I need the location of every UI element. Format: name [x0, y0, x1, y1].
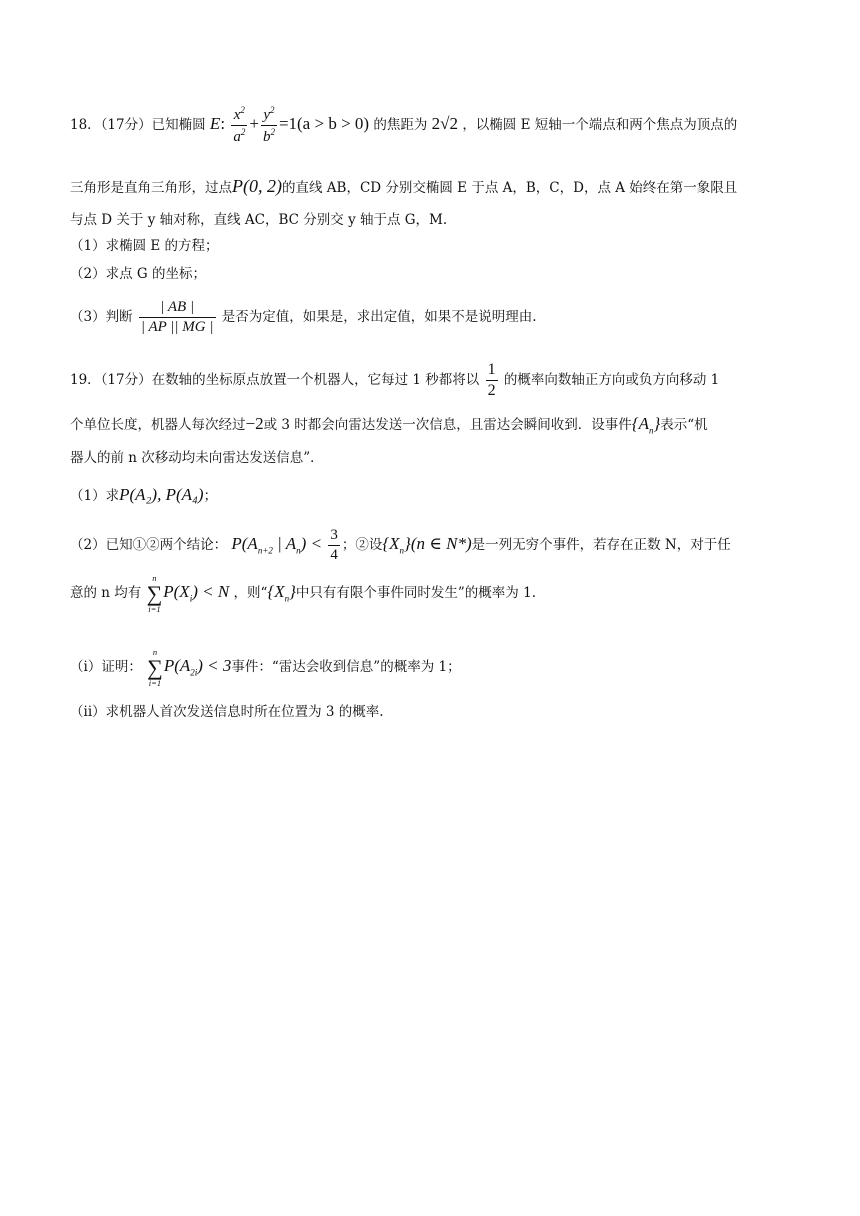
q19-proof-text-a: （i）证明：: [70, 659, 142, 675]
value-neg2: −2: [245, 414, 264, 433]
fraction-y2-b2: $\frac{y^2}{b^2}$: [262, 105, 275, 145]
q19-part1-text-b: ；: [203, 488, 218, 504]
q19-number: 19．: [70, 372, 101, 388]
q19-line1-text-a: 在数轴的坐标原点放置一个机器人，它每过 1 秒都将以: [151, 372, 480, 388]
ellipse-name: E: [209, 114, 221, 133]
q18-line-1: 18．（17分）已知椭圆 E: $\frac{x^2}{a^2}$ + $\frac{y^2}{b^2}$ =1(a > b > 0) 的焦距为 2√2 ，以椭圆 E 短轴一个端点和两个焦点为顶点的: [70, 105, 738, 145]
q19-proof-text-b: 事件：“雷达会收到信息”的概率为 1；: [231, 659, 461, 675]
conditional-prob: $P(A_{n+2}$ | $A_n$) <: [231, 534, 323, 556]
summation-a2i: n ∑ i=1: [147, 647, 163, 688]
q18-line2-text-a: 三角形是直角三角形，过点: [70, 180, 232, 196]
q19-part-1: [70, 486, 217, 504]
q18-line1-text-b: 的焦距为: [373, 117, 428, 133]
q18-part-3: [70, 300, 537, 335]
fraction-one-half: $\frac{1}{2}$: [487, 361, 496, 399]
fraction-x2-a2: $\frac{x^2}{a^2}$: [233, 105, 246, 145]
q19-line-2: [70, 415, 708, 435]
q18-number: 18．: [70, 117, 101, 133]
point-p: P(0, 2): [232, 176, 282, 196]
q19-line5-text-c: 中只有有限个事件同时发生”的概率为 1.: [295, 585, 536, 601]
q19-part2-text-c: 是一列无穷个事件，若存在正数 N，对于任: [471, 537, 731, 553]
q19-line2-text-c: 表示“机: [660, 417, 708, 433]
q18-line1-text-a: 已知椭圆: [151, 117, 206, 133]
summation-xi: n ∑ i=1: [146, 573, 163, 614]
q19-line2-text-b: 或 3 时都会向雷达发送一次信息，且雷达会瞬间收到．设事件: [263, 417, 632, 433]
xn-set-2: $\{X_n\}$: [267, 582, 296, 604]
q19-line5-text-a: 意的 n 均有: [70, 585, 142, 601]
sum-expression: $P(X_i) < N$: [163, 582, 230, 604]
q18-score: （17分）: [100, 117, 152, 133]
xn-set: $\{X_n\}$: [382, 534, 411, 556]
focal-distance: 2√2: [431, 114, 459, 133]
q18-line1-text-c: ，以椭圆 E 短轴一个端点和两个焦点为顶点的: [462, 117, 738, 133]
q19-part1-text-a: （1）求: [70, 488, 120, 504]
prob-a2-a4: P(A₂), P(A₄): [119, 485, 204, 504]
q19-score: （17分）: [100, 372, 152, 388]
q19-line-5: [70, 574, 536, 613]
q18-line-3: 与点 D 关于 y 轴对称，直线 AC，BC 分别交 y 轴于点 G，M.: [70, 212, 448, 228]
q19-line5-text-b: ，则“: [233, 585, 268, 601]
q19-line1-text-b: 的概率向数轴正方向或负方向移动 1: [503, 372, 720, 388]
fraction-three-quarters: $\frac{3}{4}$: [330, 527, 338, 563]
q19-part2-text-a: （2）已知①②两个结论：: [70, 537, 228, 553]
q19-part2-text-b: ；②设: [341, 537, 383, 553]
q18-part3-text-a: （3）判断: [70, 309, 133, 325]
q18-part-2: （2）求点 G 的坐标；: [70, 266, 206, 282]
q18-line2-text-b: 的直线 AB，CD 分别交椭圆 E 于点 A，B，C，D，点 A 始终在第一象限且: [281, 180, 738, 196]
xn-condition: (n ∈ N*): [410, 534, 472, 553]
q18-line-2: [70, 177, 737, 196]
q18-part-1: （1）求椭圆 E 的方程；: [70, 238, 219, 254]
q19-line-1: [70, 362, 719, 399]
event-an: $\{A_n\}$: [631, 414, 661, 436]
q19-proof-i: [70, 648, 461, 687]
q19-part-ii: （ii）求机器人首次发送信息时所在位置为 3 的概率.: [70, 704, 384, 720]
q18-part3-text-b: 是否为定值，如果是，求出定值，如果不是说明理由.: [221, 309, 537, 325]
ratio-fraction: $\frac{| AB |}{| AP || MG |}$: [140, 299, 214, 335]
proof-expression: $P(A_{2i}) < 3$: [163, 656, 232, 678]
q19-line-3: 器人的前 n 次移动均未向雷达发送信息”．: [70, 450, 324, 466]
q19-line2-text-a: 个单位长度，机器人每次经过: [70, 417, 246, 433]
q19-part-2: [70, 528, 731, 563]
ellipse-equation-tail: =1(a > b > 0): [278, 114, 370, 133]
